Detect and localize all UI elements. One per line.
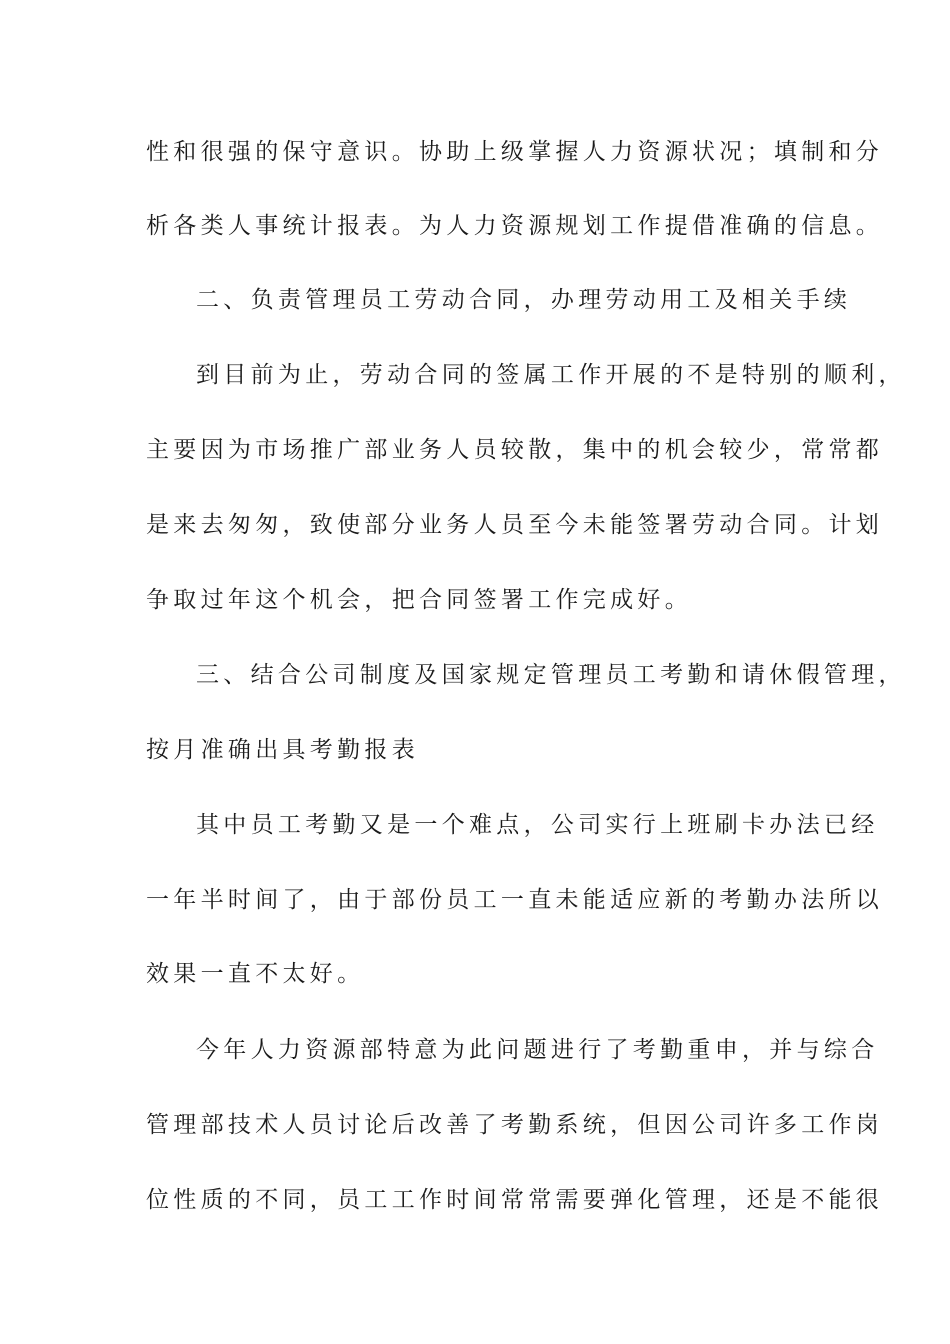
text-line: 管理部技术人员讨论后改善了考勤系统，但因公司许多工作岗: [146, 1112, 884, 1138]
text-line: 效果一直不太好。: [146, 961, 365, 987]
text-line: 是来去匆匆，致使部分业务人员至今未能签署劳动合同。计划: [146, 512, 884, 538]
text-line: 一年半时间了，由于部份员工一直未能适应新的考勤办法所以: [146, 887, 884, 913]
paragraph-start: 到目前为止，劳动合同的签属工作开展的不是特别的顺利，: [196, 362, 906, 388]
text-line: 性和很强的保守意识。协助上级掌握人力资源状况；填制和分: [146, 139, 884, 165]
text-line: 析各类人事统计报表。为人力资源规划工作提借准确的信息。: [146, 213, 884, 239]
text-line: 主要因为市场推广部业务人员较散，集中的机会较少，常常都: [146, 437, 884, 463]
section-heading: 三、结合公司制度及国家规定管理员工考勤和请休假管理，: [196, 662, 906, 688]
text-line: 按月准确出具考勤报表: [146, 737, 419, 763]
section-heading: 二、负责管理员工劳动合同，办理劳动用工及相关手续: [196, 287, 852, 313]
text-line: 位性质的不同，员工工作时间常常需要弹化管理，还是不能很: [146, 1187, 884, 1213]
text-line: 争取过年这个机会，把合同签署工作完成好。: [146, 587, 692, 613]
paragraph-start: 今年人力资源部特意为此问题进行了考勤重申，并与综合: [196, 1037, 879, 1063]
paragraph-start: 其中员工考勤又是一个难点，公司实行上班刷卡办法已经: [196, 812, 879, 838]
